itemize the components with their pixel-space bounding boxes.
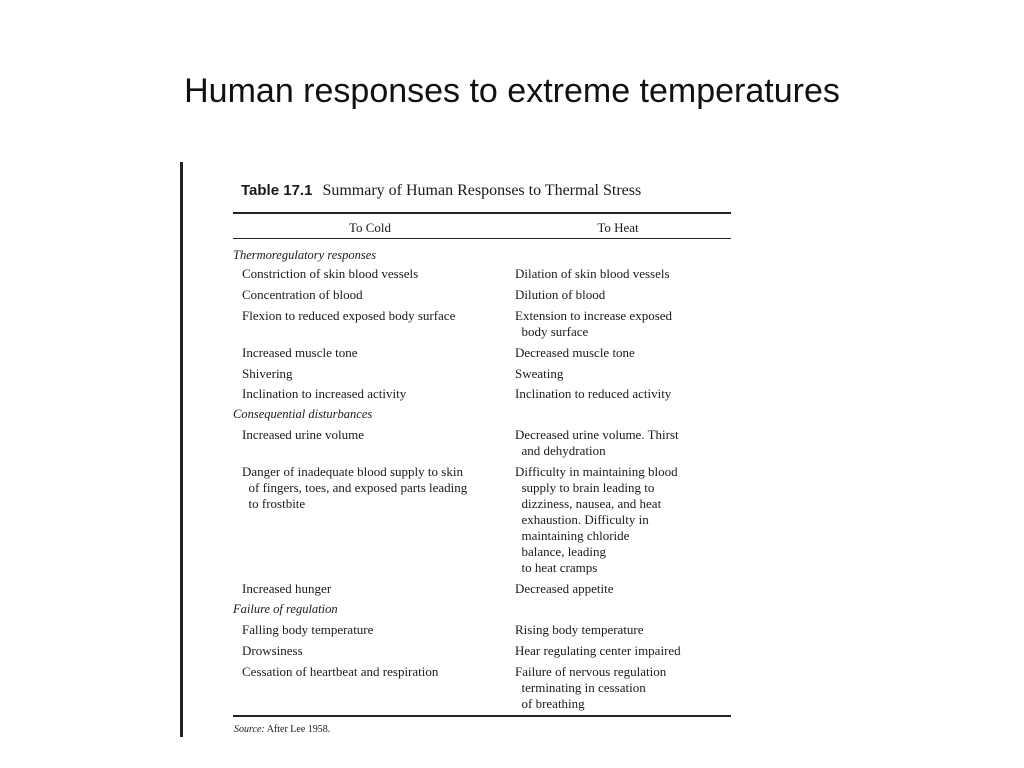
cold-cell: Drowsiness bbox=[242, 643, 303, 658]
cold-cell: Cessation of heartbeat and respiration bbox=[242, 664, 439, 679]
heat-cell: Rising body temperature bbox=[515, 622, 644, 637]
section-title: Consequential disturbances bbox=[233, 407, 373, 421]
header-rule bbox=[233, 238, 731, 239]
heat-cell: Difficulty in maintaining blood supply to brain leading to dizziness, nausea, and heat exhaustion. Difficulty in maintaining chloride balance, leading to heat cramps bbox=[515, 464, 678, 575]
cold-cell: Inclination to increased activity bbox=[242, 386, 407, 401]
cold-cell: Increased hunger bbox=[242, 581, 332, 596]
column-header-heat: To Heat bbox=[597, 220, 639, 235]
section-title: Thermoregulatory responses bbox=[233, 248, 377, 262]
heat-cell: Decreased muscle tone bbox=[515, 345, 635, 360]
section-title: Failure of regulation bbox=[233, 602, 338, 616]
heat-cell: Decreased urine volume. Thirst and dehydration bbox=[515, 427, 679, 458]
source-text: After Lee 1958. bbox=[266, 724, 331, 735]
heat-cell: Dilution of blood bbox=[515, 287, 606, 302]
table-summary: Summary of Human Responses to Thermal Stress bbox=[322, 182, 642, 199]
scanned-table-image bbox=[178, 160, 738, 740]
top-rule bbox=[233, 212, 731, 214]
cold-cell: Falling body temperature bbox=[242, 622, 374, 637]
heat-cell: Sweating bbox=[515, 366, 564, 381]
cold-cell: Constriction of skin blood vessels bbox=[242, 266, 419, 281]
table-source bbox=[234, 724, 330, 735]
source-label: Source: bbox=[234, 724, 265, 735]
heat-cell: Hear regulating center impaired bbox=[515, 643, 681, 658]
table-number: Table 17.1 bbox=[241, 182, 313, 199]
column-header-cold: To Cold bbox=[348, 220, 392, 235]
cold-cell: Flexion to reduced exposed body surface bbox=[242, 308, 456, 323]
heat-cell: Inclination to reduced activity bbox=[515, 386, 672, 401]
cold-cell: Increased urine volume bbox=[242, 427, 365, 442]
bottom-rule bbox=[233, 715, 731, 717]
heat-cell: Dilation of skin blood vessels bbox=[515, 266, 670, 281]
heat-cell: Decreased appetite bbox=[515, 581, 614, 596]
table-caption bbox=[241, 182, 641, 200]
cold-cell: Increased muscle tone bbox=[242, 345, 358, 360]
scan-edge-line bbox=[180, 162, 183, 737]
heat-cell: Extension to increase exposed body surface bbox=[515, 308, 673, 339]
cold-cell: Concentration of blood bbox=[242, 287, 363, 302]
heat-cell: Failure of nervous regulation terminating in cessation of breathing bbox=[515, 664, 667, 711]
cold-cell: Shivering bbox=[242, 366, 293, 381]
slide-title: Human responses to extreme temperatures bbox=[184, 72, 840, 110]
cold-cell: Danger of inadequate blood supply to skin of fingers, toes, and exposed parts leading to frostbite bbox=[242, 464, 468, 511]
